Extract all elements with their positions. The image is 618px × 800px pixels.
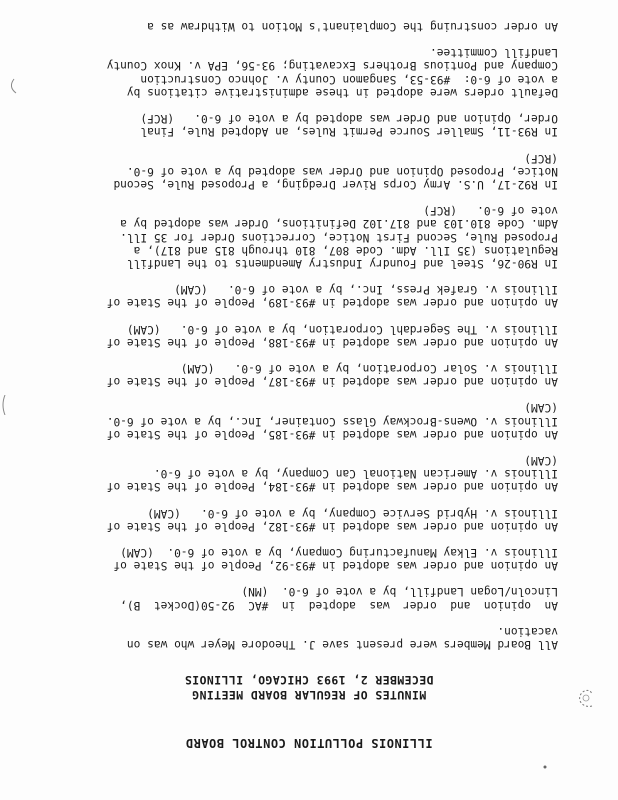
minutes-body	[48, 7, 558, 651]
edge-mark-bottom	[4, 75, 18, 95]
paragraph-attendance: All Board Members were present save J. Theodore Meyer who was on vacation.	[126, 624, 558, 651]
corner-dot-mark	[542, 764, 548, 770]
paragraph-r90-26: In R90-26, Steel and Foundry Industry Amendments to the Landfill Regulations (35 Ill. Adm. Code 807, 810 through 815 and 817), a Proposed Rule, Second First Notice, Corrections Order for 35 Ill. Adm. Code 810.103 and 817.102 Definitions, Order was adopted by a vote of 6-0. (RCF)	[120, 204, 558, 270]
paragraph-withdraw-motion: An order construing the Complainant's Motion to Withdraw as a	[147, 20, 558, 34]
paragraph-93-182: An opinion and order was adopted in #93-182, People of the State of Illinois v. Hybrid Service Company, by a vote of 6-0. (CAM)	[106, 506, 558, 533]
paragraph-93-92: An opinion and order was adopted in #93-92, People of the State of Illinois v. Elkay Manufacturing Company, by a vote of 6-0. (CAM)	[113, 545, 558, 573]
paragraph-93-189: An opinion and order was adopted in #93-189, People of the State of Illinois v. Grafek Press, Inc., by a vote of 6-0. (CAM)	[106, 283, 558, 310]
paragraph-r92-17: In R92-17, U.S. Army Corps River Dredging, a Proposed Rule, Second Notice, Proposed Opinion and Order was adopted by a vote of 6-0. (RCF)	[113, 151, 558, 191]
paragraph-93-188: An opinion and order was adopted in #93-188, People of the State of Illinois v. The Segerdahl Corporation, by a vote of 6-0. (CAM)	[106, 322, 558, 349]
paragraph-ac-92-50: An opinion and order was adopted in #AC 92-50(Docket B), Lincoln/Logan Landfill, by a vote of 6-0. (MN)	[120, 585, 558, 612]
paragraph-default-orders: Default orders were adopted in these administrative citations by a vote of 6-0: #93-53, Sangamon County v. Johnco Construction Company and Pontious Brothers Excavating; 93-56, EPA v. Knox County Landfill Committee.	[106, 46, 558, 99]
punch-hole-mark-top	[574, 686, 596, 710]
edge-mark-middle	[0, 395, 6, 415]
meeting-date-location: DECEMBER 2, 1993 CHICAGO, ILLINOIS	[184, 673, 434, 687]
meeting-title: MINUTES OF REGULAR BOARD MEETING	[191, 688, 427, 702]
paragraph-93-187: An opinion and order was adopted in #93-187, People of the State of Illinois v. Solar Corporation, by a vote of 6-0. (CAM)	[106, 361, 558, 389]
paragraph-93-184: An opinion and order was adopted in #93-184, People of the State of Illinois v. American National Can Company, by a vote of 6-0. (CAM)	[106, 453, 558, 494]
paragraph-93-185: An opinion and order was adopted in #93-185, People of the State of Illinois v. Owens-Brockway Glass Container, Inc., by a vote of 6-0. (CAM)	[106, 401, 558, 441]
document-title: ILLINOIS POLLUTION CONTROL BOARD	[185, 736, 433, 750]
paragraph-r93-11: In R93-11, Smaller Source Permit Rules, an Adopted Rule, Final Order, Opinion and Order was adopted by a vote of 6-0. (RCF)	[140, 112, 558, 139]
